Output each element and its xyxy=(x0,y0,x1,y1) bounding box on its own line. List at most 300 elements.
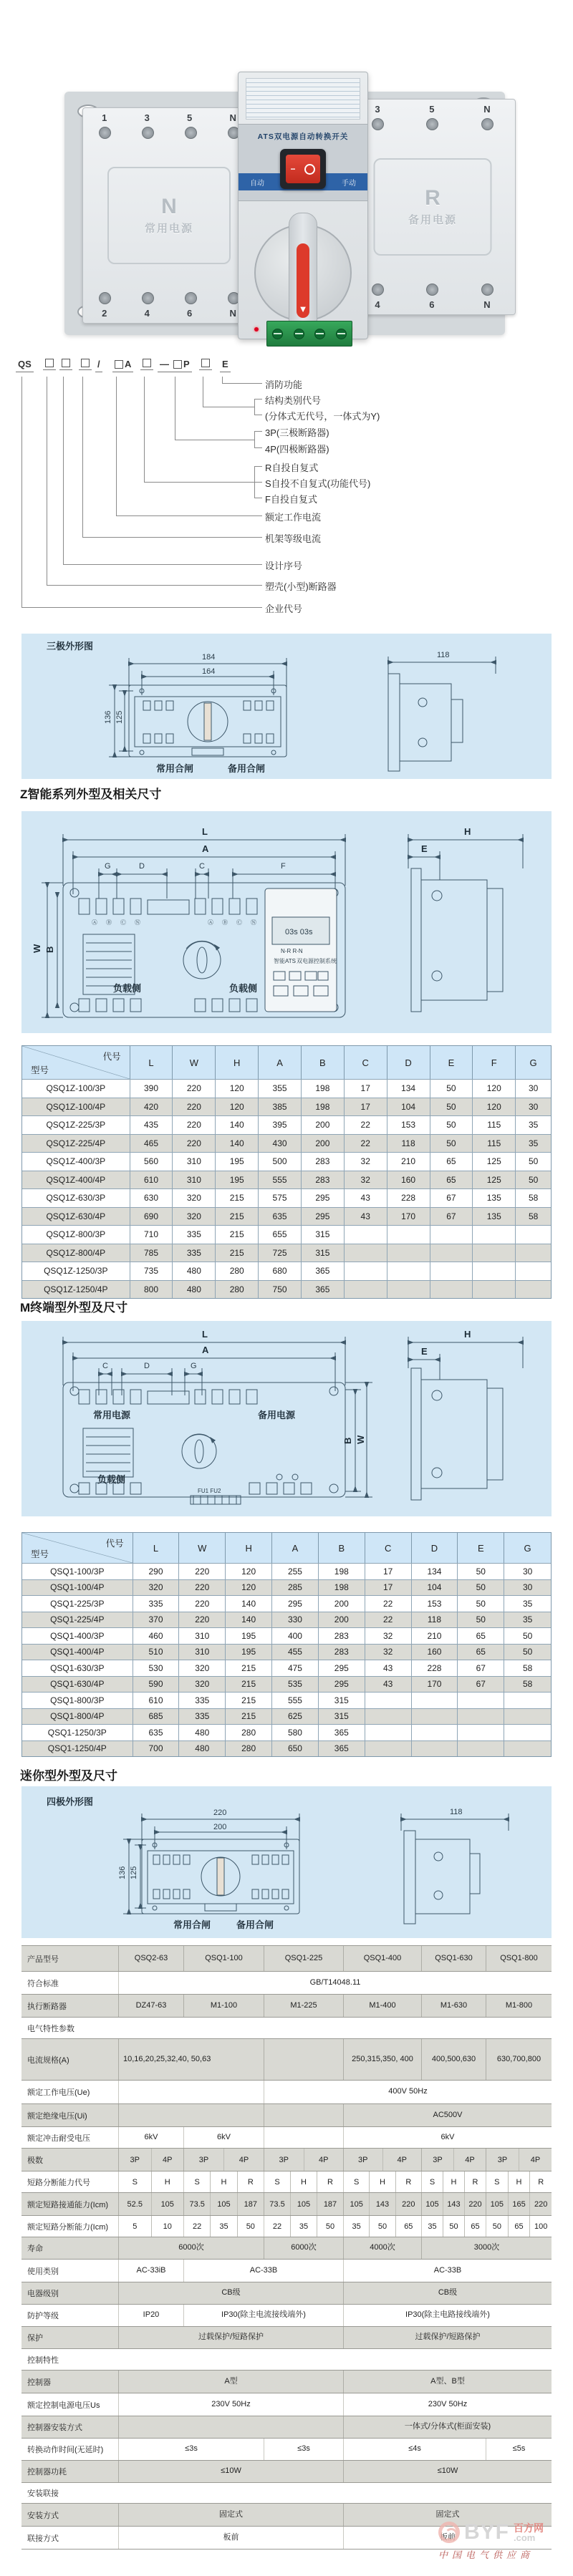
value-cell: 43 xyxy=(365,1660,411,1676)
table-row xyxy=(22,1152,551,1171)
value-cell: 555 xyxy=(271,1693,318,1708)
spec-subcell: R xyxy=(395,2171,421,2192)
spec-row xyxy=(21,2416,552,2439)
terminal-number: 3 xyxy=(144,112,150,123)
value-cell: 215 xyxy=(225,1693,271,1708)
code-branch-label: (分体式无代号，一体式为Y) xyxy=(265,411,380,422)
spec-cell: 230V 50Hz xyxy=(118,2393,343,2416)
spec-subcell: H xyxy=(443,2171,464,2192)
spec-cell: ≤10W xyxy=(343,2461,552,2482)
breaker-block-reserve xyxy=(350,99,516,315)
value-cell: 215 xyxy=(225,1660,271,1676)
table-row xyxy=(22,1676,551,1693)
spec-subcell: 22 xyxy=(272,2222,282,2231)
value-cell: 135 xyxy=(472,1208,515,1226)
value-cell: 170 xyxy=(411,1677,458,1693)
spec-cell: AC500V xyxy=(343,2104,552,2126)
value-cell: 725 xyxy=(258,1244,301,1262)
code-branch-label: 设计序号 xyxy=(265,561,303,571)
value-cell: 475 xyxy=(271,1660,318,1676)
power-rocker-switch[interactable] xyxy=(280,149,326,189)
value-cell: 65 xyxy=(457,1645,504,1660)
value-cell: 215 xyxy=(215,1244,258,1262)
breaker-block-normal xyxy=(82,107,256,324)
three-pole-title: 三极外形图 xyxy=(47,641,94,652)
value-cell: 50 xyxy=(430,1080,473,1098)
rocker-button[interactable] xyxy=(286,155,320,183)
spec-cell: 250,315,350, 400 xyxy=(343,2039,421,2080)
value-cell: 125 xyxy=(472,1153,515,1171)
value-cell xyxy=(387,1226,430,1244)
column-header: F xyxy=(472,1046,515,1079)
model-cell: QSQ1Z-400/4P xyxy=(46,1174,106,1185)
terminal-letters-right: ⒶⒷⒸⓃ xyxy=(208,919,265,926)
spec-row-label: 联接方式 xyxy=(27,2534,59,2543)
spec-row xyxy=(21,2018,552,2039)
value-cell: 280 xyxy=(215,1262,258,1280)
value-cell: 480 xyxy=(178,1741,225,1757)
value-cell: 118 xyxy=(411,1612,458,1628)
value-cell: 35 xyxy=(515,1116,551,1134)
column-header: L xyxy=(130,1046,173,1079)
dim-B: B xyxy=(342,1437,353,1444)
table-row xyxy=(22,1612,551,1628)
value-cell: 610 xyxy=(130,1171,173,1189)
model-cell: QSQ1Z-800/4P xyxy=(46,1247,106,1258)
spec-cell: IP20 xyxy=(118,2305,183,2326)
spec-cell: M1-630 xyxy=(421,1995,486,2017)
code-branch-label: R自投自复式 xyxy=(265,463,319,473)
value-cell: 335 xyxy=(178,1709,225,1725)
header-xinghao: 型号 xyxy=(31,1549,49,1559)
code-char: QS xyxy=(18,359,32,369)
value-cell xyxy=(472,1244,515,1262)
value-cell: 320 xyxy=(133,1580,179,1596)
spec-cell: M1-400 xyxy=(343,1995,421,2017)
leader-line xyxy=(144,482,254,483)
value-cell: 220 xyxy=(178,1580,225,1596)
terminal-letters-left: ⒶⒷⒸⓃ xyxy=(92,919,149,926)
code-element xyxy=(43,358,56,370)
spec-cell-group xyxy=(118,2171,183,2192)
spec-cell: QSQ1-400 xyxy=(343,1946,421,1971)
model-cell: QSQ1-225/4P xyxy=(50,1614,105,1625)
dim-A: A xyxy=(202,843,209,854)
spec-subcell: 143 xyxy=(369,2193,395,2215)
value-cell: 283 xyxy=(301,1153,344,1171)
model-cell: QSQ1-100/4P xyxy=(50,1582,105,1593)
spec-row xyxy=(21,2237,552,2260)
value-cell: 535 xyxy=(271,1677,318,1693)
spec-subcell: 35 xyxy=(352,2222,361,2231)
value-cell xyxy=(411,1693,458,1708)
controller-module xyxy=(238,72,368,339)
terminal-screw xyxy=(372,118,384,130)
spec-row xyxy=(21,2393,552,2416)
value-cell xyxy=(515,1281,551,1299)
code-element xyxy=(220,358,231,372)
spec-cell-group xyxy=(264,2171,343,2192)
spec-row-label: 额定绝缘电压(Ui) xyxy=(27,2111,87,2121)
spec-cell-group xyxy=(183,2216,264,2237)
spec-cell-group xyxy=(343,2193,421,2215)
dim-118: 118 xyxy=(450,1808,463,1816)
ats-label: ATS双电源自动转换开关 xyxy=(257,132,349,141)
load-side-label: 负载侧 xyxy=(97,1474,126,1485)
spec-cell xyxy=(264,2039,343,2080)
value-cell: 170 xyxy=(387,1208,430,1226)
column-header: G xyxy=(504,1533,551,1563)
code-branch-label: 消防功能 xyxy=(265,379,303,390)
code-placeholder-box xyxy=(173,360,182,369)
code-placeholder-box xyxy=(62,359,70,367)
value-cell: 140 xyxy=(225,1612,271,1628)
column-header: G xyxy=(515,1046,551,1079)
dim-W: W xyxy=(355,1435,366,1444)
spec-cell: 10,16,20,25,32,40, 50,63 xyxy=(118,2039,264,2080)
value-cell: 43 xyxy=(365,1677,411,1693)
leader-line xyxy=(82,377,83,537)
code-element xyxy=(140,358,153,370)
code-placeholder-box xyxy=(201,359,210,367)
model-cell: QSQ1Z-1250/4P xyxy=(44,1284,108,1294)
value-cell: 67 xyxy=(430,1208,473,1226)
value-cell: 104 xyxy=(411,1580,458,1596)
code-branch-label: 机架等级电流 xyxy=(265,533,322,544)
value-cell: 32 xyxy=(365,1628,411,1644)
value-cell: 67 xyxy=(430,1189,473,1207)
spec-cell-group xyxy=(118,2216,183,2237)
spec-cell xyxy=(118,2104,264,2126)
value-cell: 690 xyxy=(130,1208,173,1226)
value-cell: 220 xyxy=(178,1564,225,1579)
load-side-label: 负载侧 xyxy=(229,983,258,994)
column-header: B xyxy=(301,1046,344,1079)
z-series-heading: Z智能系列外型及相关尺寸 xyxy=(20,788,162,801)
value-cell: 30 xyxy=(515,1098,551,1116)
dim-136: 136 xyxy=(118,1866,127,1879)
spec-subcell: 35 xyxy=(290,2216,317,2237)
spec-cell-group xyxy=(486,2149,552,2171)
spec-cell-group xyxy=(183,2171,264,2192)
model-cell: QSQ1-225/3P xyxy=(50,1598,105,1609)
spec-cell: ≤5s xyxy=(486,2439,552,2460)
spec-cell-group xyxy=(343,2171,421,2192)
value-cell: 220 xyxy=(172,1080,215,1098)
column-header: E xyxy=(457,1533,504,1563)
spec-row xyxy=(21,2081,552,2104)
spec-cell-group xyxy=(183,2149,264,2171)
dim-184: 184 xyxy=(202,653,216,662)
reserve-supply-label: 备用电源 xyxy=(258,1410,296,1420)
value-cell xyxy=(457,1693,504,1708)
code-branch-label: 结构类别代号 xyxy=(265,395,322,406)
spec-row xyxy=(21,2483,552,2504)
value-cell xyxy=(515,1244,551,1262)
code-branch-label: 企业代号 xyxy=(265,604,303,614)
value-cell: 65 xyxy=(457,1628,504,1644)
value-cell: 280 xyxy=(225,1725,271,1740)
rocker-off-glyph: − xyxy=(290,164,296,174)
model-code-diagram xyxy=(16,358,560,639)
value-cell: 135 xyxy=(472,1189,515,1207)
model-cell: QSQ1-1250/4P xyxy=(47,1743,107,1754)
spec-cell xyxy=(264,2127,343,2148)
dim-118: 118 xyxy=(437,651,450,659)
spec-subcell: 65 xyxy=(508,2216,530,2237)
value-cell: 295 xyxy=(318,1677,365,1693)
mini-drawing-box xyxy=(21,1786,552,1938)
terminal-screw xyxy=(372,284,384,296)
watermark-slogan: 中国电气供应商 xyxy=(438,2550,534,2560)
spec-cell: DZ47-63 xyxy=(118,1995,183,2017)
spec-cell-group xyxy=(421,2193,486,2215)
terminal-screws xyxy=(83,127,255,139)
spec-cell: GB/T14048.11 xyxy=(118,1972,552,1994)
value-cell: 315 xyxy=(301,1244,344,1262)
value-cell xyxy=(387,1262,430,1280)
spec-cell: 6kV xyxy=(183,2127,264,2148)
product-photo xyxy=(43,13,530,351)
terminal-screw xyxy=(99,292,111,304)
value-cell: 220 xyxy=(172,1116,215,1134)
value-cell: 228 xyxy=(387,1189,430,1207)
spec-cell: QSQ1-630 xyxy=(421,1946,486,1971)
spec-cell-group xyxy=(343,2149,421,2171)
reserve-supply-code: R xyxy=(425,185,440,210)
rocker-on-glyph xyxy=(304,164,315,175)
terminal-screws xyxy=(83,292,255,304)
spec-subcell: 3P xyxy=(433,2155,443,2164)
value-cell xyxy=(344,1244,387,1262)
model-cell: QSQ1-100/3P xyxy=(50,1566,105,1577)
spec-row-label: 安装联接 xyxy=(27,2489,59,2498)
dim-136: 136 xyxy=(104,710,112,724)
spec-subcell: 4P xyxy=(151,2149,184,2171)
dim-H: H xyxy=(464,826,471,837)
value-cell: 310 xyxy=(178,1645,225,1660)
value-cell: 320 xyxy=(172,1189,215,1207)
value-cell: 17 xyxy=(344,1098,387,1116)
model-cell: QSQ1-1250/3P xyxy=(47,1727,107,1738)
leader-line xyxy=(21,607,262,608)
leader-line xyxy=(116,377,117,515)
normal-supply-name: 常用电源 xyxy=(144,222,193,235)
spec-cell: 630,700,800 xyxy=(486,2039,552,2080)
value-cell: 120 xyxy=(472,1098,515,1116)
specification-table xyxy=(21,1945,552,2550)
spec-subcell: 50 xyxy=(492,2222,501,2231)
terminal-screw xyxy=(142,127,154,139)
value-cell: 17 xyxy=(365,1564,411,1579)
value-cell: 435 xyxy=(130,1116,173,1134)
value-cell: 283 xyxy=(318,1628,365,1644)
spec-subcell: R xyxy=(317,2171,343,2192)
dim-164: 164 xyxy=(202,667,216,676)
mini-heading: 迷你型外型及尺寸 xyxy=(20,1769,117,1783)
spec-subcell: 73.5 xyxy=(189,2199,205,2209)
spec-row-label: 短路分断能力代号 xyxy=(27,2178,90,2187)
spec-cell: 4000次 xyxy=(343,2237,421,2259)
value-cell: 220 xyxy=(172,1098,215,1116)
value-cell: 685 xyxy=(133,1709,179,1725)
terminal-screws xyxy=(350,118,515,130)
value-cell: 285 xyxy=(271,1580,318,1596)
value-cell: 580 xyxy=(271,1725,318,1740)
value-cell: 355 xyxy=(258,1080,301,1098)
spec-cell-group xyxy=(183,2193,264,2215)
spec-subcell: 22 xyxy=(193,2222,202,2231)
value-cell: 635 xyxy=(258,1208,301,1226)
label-reserve-close: 备用合闸 xyxy=(236,1919,274,1930)
value-cell: 295 xyxy=(301,1189,344,1207)
value-cell xyxy=(472,1281,515,1299)
reserve-supply-name: 备用电源 xyxy=(408,213,457,226)
value-cell: 50 xyxy=(430,1098,473,1116)
value-cell: 58 xyxy=(515,1189,551,1207)
spec-row-label: 寿命 xyxy=(27,2245,43,2253)
spec-subcell: S xyxy=(353,2177,360,2187)
leader-line xyxy=(144,377,145,482)
spec-subcell: 5 xyxy=(133,2222,138,2231)
dim-C: C xyxy=(102,1362,108,1370)
value-cell: 134 xyxy=(411,1564,458,1579)
value-cell xyxy=(430,1244,473,1262)
leader-line xyxy=(254,466,262,467)
dim-L: L xyxy=(202,1329,208,1340)
spec-cell: 6000次 xyxy=(118,2237,264,2259)
spec-cell: ≤3s xyxy=(118,2439,264,2460)
value-cell: 290 xyxy=(133,1564,179,1579)
value-cell xyxy=(457,1709,504,1725)
value-cell: 200 xyxy=(301,1135,344,1153)
value-cell: 120 xyxy=(225,1564,271,1579)
terminal-screw xyxy=(185,127,197,139)
column-header: A xyxy=(258,1046,301,1079)
spec-cell: 过载保护/短路保护 xyxy=(343,2327,552,2348)
spec-cell-group xyxy=(264,2193,343,2215)
spec-subcell: 35 xyxy=(210,2216,236,2237)
leader-line xyxy=(254,399,262,400)
table-row xyxy=(22,1579,551,1596)
value-cell: 198 xyxy=(301,1098,344,1116)
mini-drawing xyxy=(21,1786,552,1938)
spec-cell: 板前 xyxy=(343,2527,552,2549)
code-branch-label: 4P(四极断路器) xyxy=(265,444,329,455)
handle-red-stripe xyxy=(297,243,309,318)
value-cell: 32 xyxy=(365,1645,411,1660)
spec-cell xyxy=(264,2104,343,2126)
spec-row xyxy=(21,1946,552,1972)
normal-supply-label: 常用电源 xyxy=(93,1410,131,1420)
code-placeholder-box xyxy=(81,359,90,367)
value-cell: 30 xyxy=(504,1564,551,1579)
code-element xyxy=(112,358,133,372)
spec-cell xyxy=(118,2081,264,2103)
spec-row xyxy=(21,2349,552,2371)
code-branch-label: S自投不自复式(功能代号) xyxy=(265,478,371,489)
spec-cell: 6000次 xyxy=(264,2237,343,2259)
value-cell: 200 xyxy=(301,1116,344,1134)
leader-line xyxy=(47,585,262,586)
spec-cell-group xyxy=(264,2149,343,2171)
terminal-number: 6 xyxy=(187,308,193,319)
spec-subcell: 105 xyxy=(151,2193,184,2215)
value-cell: 115 xyxy=(472,1116,515,1134)
spec-cell: 400V 50Hz xyxy=(264,2081,552,2103)
table-row xyxy=(22,1171,551,1189)
spec-subcell: S xyxy=(429,2177,435,2187)
dim-G: G xyxy=(191,1362,197,1370)
leader-line xyxy=(222,377,223,383)
table-row xyxy=(22,1115,551,1134)
column-header: L xyxy=(133,1533,179,1563)
spec-cell-group xyxy=(486,2171,552,2192)
value-cell: 390 xyxy=(130,1080,173,1098)
table-row xyxy=(22,1098,551,1116)
spec-cell: QSQ1-800 xyxy=(486,1946,552,1971)
value-cell: 50 xyxy=(515,1153,551,1171)
spec-subcell: 4P xyxy=(382,2149,422,2171)
dim-220: 220 xyxy=(213,1808,227,1817)
value-cell: 610 xyxy=(133,1693,179,1708)
four-pole-title: 四极外形图 xyxy=(47,1796,94,1807)
spec-subcell: 100 xyxy=(529,2216,552,2237)
spec-subcell: 4P xyxy=(453,2149,486,2171)
transfer-handle[interactable] xyxy=(289,213,317,337)
spec-row xyxy=(21,2039,552,2081)
value-cell: 50 xyxy=(457,1564,504,1579)
spec-subcell: 105 xyxy=(290,2193,317,2215)
label-normal-close: 常用合闸 xyxy=(173,1919,211,1930)
value-cell xyxy=(387,1281,430,1299)
spec-subcell: 3P xyxy=(130,2155,140,2164)
code-element xyxy=(79,358,92,370)
spec-subcell: 143 xyxy=(443,2193,464,2215)
spec-cell-group xyxy=(421,2149,486,2171)
value-cell xyxy=(504,1709,551,1725)
column-header: C xyxy=(365,1533,411,1563)
table-row xyxy=(22,1188,551,1207)
table-row xyxy=(22,1627,551,1644)
dim-G: G xyxy=(105,862,111,871)
spec-subcell: S xyxy=(194,2177,200,2187)
code-element xyxy=(199,358,212,370)
diagonal-header-cell xyxy=(22,1046,130,1079)
value-cell: 635 xyxy=(133,1725,179,1740)
spec-subcell: 105 xyxy=(210,2193,236,2215)
column-header: H xyxy=(215,1046,258,1079)
spec-row-label: 保护 xyxy=(27,2334,43,2343)
code-char: E xyxy=(222,359,228,369)
terminal-number: 5 xyxy=(187,112,193,123)
value-cell: 310 xyxy=(178,1628,225,1644)
spec-cell: 固定式 xyxy=(118,2504,343,2526)
spec-row-label: 产品型号 xyxy=(27,1955,59,1964)
code-char: — xyxy=(160,359,169,369)
spec-subcell: 3P xyxy=(497,2155,508,2164)
spec-subcell: 105 xyxy=(490,2199,504,2209)
value-cell: 460 xyxy=(133,1628,179,1644)
table-header-row xyxy=(22,1533,551,1563)
spec-row-label: 控制器功耗 xyxy=(27,2468,67,2476)
spec-subcell: 50 xyxy=(443,2216,464,2237)
spec-cell: 一体式/分体式(柜面安装) xyxy=(343,2416,552,2438)
value-cell: 58 xyxy=(504,1677,551,1693)
z-series-drawing-box xyxy=(21,811,552,1033)
value-cell: 320 xyxy=(178,1660,225,1676)
code-placeholder-box xyxy=(143,359,151,367)
